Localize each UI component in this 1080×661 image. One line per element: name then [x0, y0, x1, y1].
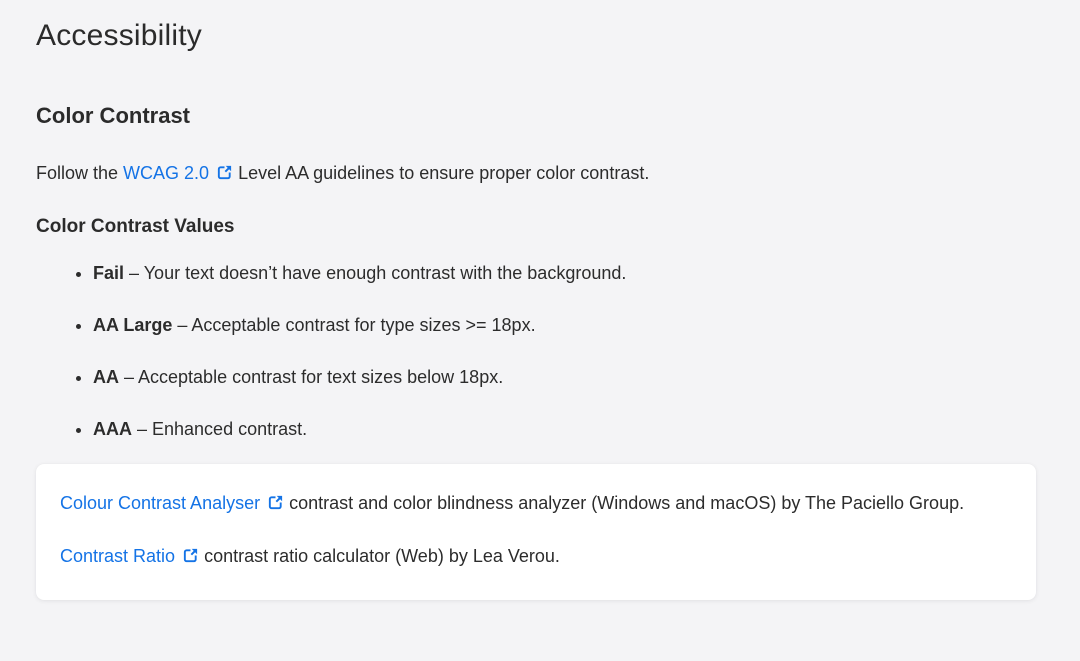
color-contrast-values-heading: Color Contrast Values [36, 216, 235, 237]
value-description: – Acceptable contrast for text sizes below 18px. [119, 367, 504, 387]
external-link-icon [216, 162, 233, 188]
value-description: – Enhanced contrast. [132, 419, 308, 439]
intro-text-after: Level AA guidelines to ensure proper color contrast. [238, 163, 650, 183]
wcag-link[interactable] [123, 163, 238, 183]
color-contrast-heading: Color Contrast [36, 103, 190, 128]
page-title: Accessibility [36, 19, 202, 52]
contrast-values-list [36, 260, 1036, 442]
tool-description: contrast and color blindness analyzer (Windows and macOS) by The Paciello Group. [289, 493, 965, 513]
list-item-aa-large [93, 312, 1036, 338]
list-item-aa [93, 364, 1036, 390]
value-term: AA [93, 367, 119, 387]
value-description: – Acceptable contrast for type sizes >= 18px. [172, 315, 536, 335]
external-link-icon [182, 543, 199, 574]
value-description: – Your text doesn’t have enough contrast with the background. [124, 263, 627, 283]
list-item-aaa [93, 416, 1036, 442]
tool-entry-contrast-ratio [60, 541, 1012, 574]
external-link-icon [267, 490, 284, 521]
contrast-ratio-link[interactable] [60, 546, 204, 566]
value-term: AA Large [93, 315, 173, 335]
wcag-link-label: WCAG 2.0 [123, 163, 210, 183]
intro-paragraph [36, 160, 1036, 188]
tool-entry-colour-contrast-analyser [60, 488, 1012, 521]
tool-description: contrast ratio calculator (Web) by Lea Verou. [204, 546, 560, 566]
colour-contrast-analyser-link-label: Colour Contrast Analyser [60, 493, 261, 513]
contrast-ratio-link-label: Contrast Ratio [60, 546, 176, 566]
colour-contrast-analyser-link[interactable] [60, 493, 289, 513]
value-term: AAA [93, 419, 132, 439]
tools-card [36, 464, 1036, 600]
intro-text-before: Follow the [36, 163, 124, 183]
value-term: Fail [93, 263, 125, 283]
list-item-fail [93, 260, 1036, 286]
